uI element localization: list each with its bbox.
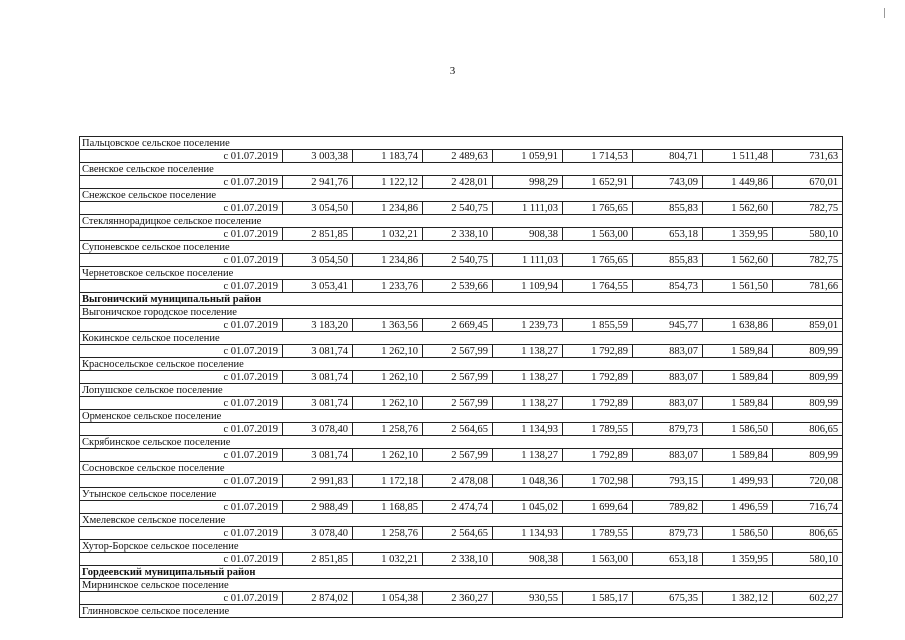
tariff-value: 2 941,76: [283, 176, 353, 189]
effective-date: с 01.07.2019: [80, 254, 283, 267]
tariff-value: 1 699,64: [563, 501, 633, 514]
tariff-value: 2 567,99: [423, 345, 493, 358]
settlement-name: Хмелевское сельское поселение: [80, 514, 843, 527]
page-number: 3: [449, 65, 456, 77]
settlement-name-row: [80, 306, 843, 319]
tariff-value: 1 585,17: [563, 592, 633, 605]
tariff-value: 1 638,86: [703, 319, 773, 332]
tariff-value: 1 111,03: [493, 254, 563, 267]
tariff-value: 3 081,74: [283, 397, 353, 410]
tariff-value: 1 032,21: [353, 553, 423, 566]
settlement-name: Орменское сельское поселение: [80, 410, 843, 423]
effective-date: с 01.07.2019: [80, 397, 283, 410]
tariff-value: 883,07: [633, 449, 703, 462]
tariff-value: 859,01: [773, 319, 843, 332]
tariff-value: 716,74: [773, 501, 843, 514]
tariff-value: 2 991,83: [283, 475, 353, 488]
tariff-value: 675,35: [633, 592, 703, 605]
tariff-value: 1 138,27: [493, 397, 563, 410]
tariff-value: 1 586,50: [703, 527, 773, 540]
tariff-value: 806,65: [773, 527, 843, 540]
tariff-value: 1 586,50: [703, 423, 773, 436]
tariff-value: 653,18: [633, 228, 703, 241]
tariff-value: 809,99: [773, 371, 843, 384]
effective-date: с 01.07.2019: [80, 553, 283, 566]
settlement-name: Кокинское сельское поселение: [80, 332, 843, 345]
tariff-value: 1 764,55: [563, 280, 633, 293]
tariff-value: 793,15: [633, 475, 703, 488]
settlement-name: Хутор-Борское сельское поселение: [80, 540, 843, 553]
tariff-value: 1 765,65: [563, 202, 633, 215]
tariff-value: 782,75: [773, 202, 843, 215]
tariff-value: 2 489,63: [423, 150, 493, 163]
table-row: [80, 397, 843, 410]
tariff-value: 1 234,86: [353, 202, 423, 215]
tariff-value: 1 563,00: [563, 228, 633, 241]
effective-date: с 01.07.2019: [80, 527, 283, 540]
tariff-value: 1 562,60: [703, 202, 773, 215]
table-row: [80, 176, 843, 189]
settlement-name: Выгоничское городское поселение: [80, 306, 843, 319]
settlement-name: Супоневское сельское поселение: [80, 241, 843, 254]
tariff-value: 1 172,18: [353, 475, 423, 488]
tariff-value: 2 564,65: [423, 527, 493, 540]
tariff-value: 1 233,76: [353, 280, 423, 293]
tariff-value: 743,09: [633, 176, 703, 189]
tariff-value: 1 792,89: [563, 397, 633, 410]
table-row: [80, 449, 843, 462]
district-row: [80, 566, 843, 579]
effective-date: с 01.07.2019: [80, 345, 283, 358]
tariff-value: 1 652,91: [563, 176, 633, 189]
settlement-name: Мирнинское сельское поселение: [80, 579, 843, 592]
tariff-value: 580,10: [773, 228, 843, 241]
district-name: Выгоничский муниципальный район: [80, 293, 843, 306]
settlement-name: Свенское сельское поселение: [80, 163, 843, 176]
tariff-value: 1 792,89: [563, 449, 633, 462]
settlement-name: Стекляннорадицкое сельское поселение: [80, 215, 843, 228]
tariff-value: 2 478,08: [423, 475, 493, 488]
effective-date: с 01.07.2019: [80, 449, 283, 462]
effective-date: с 01.07.2019: [80, 423, 283, 436]
table-row: [80, 280, 843, 293]
effective-date: с 01.07.2019: [80, 150, 283, 163]
tariff-value: 1 258,76: [353, 527, 423, 540]
tariff-value: 1 496,59: [703, 501, 773, 514]
tariff-value: 1 765,65: [563, 254, 633, 267]
tariff-value: 1 059,91: [493, 150, 563, 163]
table-row: [80, 202, 843, 215]
tariff-value: 2 851,85: [283, 228, 353, 241]
tariff-value: 1 234,86: [353, 254, 423, 267]
tariff-value: 1 048,36: [493, 475, 563, 488]
tariff-value: 1 855,59: [563, 319, 633, 332]
settlement-name-row: [80, 410, 843, 423]
tariff-value: 1 589,84: [703, 397, 773, 410]
table-row: [80, 475, 843, 488]
tariff-value: 2 567,99: [423, 371, 493, 384]
settlement-name-row: [80, 384, 843, 397]
tariff-value: 1 359,95: [703, 553, 773, 566]
tariff-value: 1 109,94: [493, 280, 563, 293]
settlement-name-row: [80, 605, 843, 618]
tariff-value: 2 540,75: [423, 202, 493, 215]
tariff-value: 809,99: [773, 397, 843, 410]
tariff-value: 1 138,27: [493, 449, 563, 462]
tariff-value: 883,07: [633, 371, 703, 384]
effective-date: с 01.07.2019: [80, 475, 283, 488]
tariff-value: 3 081,74: [283, 449, 353, 462]
tariff-value: 883,07: [633, 345, 703, 358]
settlement-name-row: [80, 189, 843, 202]
tariff-value: 789,82: [633, 501, 703, 514]
tariff-value: 1 262,10: [353, 397, 423, 410]
settlement-name-row: [80, 540, 843, 553]
table-row: [80, 371, 843, 384]
tariff-value: 1 589,84: [703, 345, 773, 358]
tariff-value: 720,08: [773, 475, 843, 488]
settlement-name: Глинновское сельское поселение: [80, 605, 843, 618]
tariff-value: 2 540,75: [423, 254, 493, 267]
tariff-value: 1 563,00: [563, 553, 633, 566]
tariff-table: [79, 136, 843, 618]
effective-date: с 01.07.2019: [80, 319, 283, 332]
effective-date: с 01.07.2019: [80, 280, 283, 293]
settlement-name: Скрябинское сельское поселение: [80, 436, 843, 449]
tariff-value: 908,38: [493, 228, 563, 241]
settlement-name-row: [80, 267, 843, 280]
table-row: [80, 319, 843, 332]
district-row: [80, 293, 843, 306]
tariff-value: 1 045,02: [493, 501, 563, 514]
tariff-value: 1 382,12: [703, 592, 773, 605]
tariff-value: 1 134,93: [493, 423, 563, 436]
tariff-value: 781,66: [773, 280, 843, 293]
tariff-value: 1 589,84: [703, 371, 773, 384]
settlement-name: Пальцовское сельское поселение: [80, 137, 843, 150]
tariff-value: 602,27: [773, 592, 843, 605]
tariff-value: 653,18: [633, 553, 703, 566]
settlement-name-row: [80, 436, 843, 449]
tariff-value: 930,55: [493, 592, 563, 605]
effective-date: с 01.07.2019: [80, 501, 283, 514]
tariff-value: 1 032,21: [353, 228, 423, 241]
scan-artifact: [884, 8, 885, 18]
settlement-name-row: [80, 358, 843, 371]
tariff-value: 3 078,40: [283, 527, 353, 540]
settlement-name-row: [80, 332, 843, 345]
effective-date: с 01.07.2019: [80, 228, 283, 241]
tariff-value: 998,29: [493, 176, 563, 189]
table-row: [80, 553, 843, 566]
table-row: [80, 527, 843, 540]
tariff-value: 945,77: [633, 319, 703, 332]
tariff-value: 2 474,74: [423, 501, 493, 514]
tariff-value: 1 262,10: [353, 345, 423, 358]
tariff-value: 806,65: [773, 423, 843, 436]
tariff-value: 1 789,55: [563, 423, 633, 436]
settlement-name-row: [80, 488, 843, 501]
table-row: [80, 150, 843, 163]
tariff-value: 3 053,41: [283, 280, 353, 293]
tariff-value: 1 359,95: [703, 228, 773, 241]
tariff-value: 1 499,93: [703, 475, 773, 488]
settlement-name-row: [80, 163, 843, 176]
tariff-value: 879,73: [633, 423, 703, 436]
table-row: [80, 254, 843, 267]
table-row: [80, 228, 843, 241]
effective-date: с 01.07.2019: [80, 371, 283, 384]
tariff-value: 1 258,76: [353, 423, 423, 436]
settlement-name: Снежское сельское поселение: [80, 189, 843, 202]
tariff-value: 3 081,74: [283, 345, 353, 358]
tariff-value: 1 789,55: [563, 527, 633, 540]
tariff-value: 1 714,53: [563, 150, 633, 163]
settlement-name: Утынское сельское поселение: [80, 488, 843, 501]
tariff-value: 1 239,73: [493, 319, 563, 332]
tariff-value: 2 567,99: [423, 397, 493, 410]
tariff-value: 1 792,89: [563, 371, 633, 384]
tariff-value: 2 360,27: [423, 592, 493, 605]
tariff-value: 855,83: [633, 202, 703, 215]
tariff-value: 883,07: [633, 397, 703, 410]
tariff-value: 782,75: [773, 254, 843, 267]
effective-date: с 01.07.2019: [80, 176, 283, 189]
settlement-name-row: [80, 215, 843, 228]
table-row: [80, 345, 843, 358]
tariff-value: 2 564,65: [423, 423, 493, 436]
settlement-name-row: [80, 241, 843, 254]
tariff-value: 2 669,45: [423, 319, 493, 332]
tariff-value: 1 262,10: [353, 371, 423, 384]
settlement-name: Сосновское сельское поселение: [80, 462, 843, 475]
tariff-value: 2 874,02: [283, 592, 353, 605]
tariff-value: 804,71: [633, 150, 703, 163]
settlement-name-row: [80, 137, 843, 150]
effective-date: с 01.07.2019: [80, 592, 283, 605]
tariff-value: 2 988,49: [283, 501, 353, 514]
district-name: Гордеевский муниципальный район: [80, 566, 843, 579]
tariff-value: 908,38: [493, 553, 563, 566]
tariff-value: 3 003,38: [283, 150, 353, 163]
tariff-value: 1 511,48: [703, 150, 773, 163]
tariff-value: 1 111,03: [493, 202, 563, 215]
tariff-value: 1 138,27: [493, 345, 563, 358]
tariff-value: 1 138,27: [493, 371, 563, 384]
table-row: [80, 423, 843, 436]
tariff-value: 2 428,01: [423, 176, 493, 189]
settlement-name-row: [80, 462, 843, 475]
tariff-value: 3 054,50: [283, 254, 353, 267]
tariff-value: 1 122,12: [353, 176, 423, 189]
tariff-value: 670,01: [773, 176, 843, 189]
tariff-value: 1 168,85: [353, 501, 423, 514]
settlement-name: Лопушское сельское поселение: [80, 384, 843, 397]
tariff-value: 2 539,66: [423, 280, 493, 293]
tariff-value: 3 054,50: [283, 202, 353, 215]
table-row: [80, 501, 843, 514]
tariff-value: 731,63: [773, 150, 843, 163]
tariff-value: 1 183,74: [353, 150, 423, 163]
tariff-value: 1 562,60: [703, 254, 773, 267]
tariff-value: 1 134,93: [493, 527, 563, 540]
tariff-value: 3 078,40: [283, 423, 353, 436]
tariff-value: 855,83: [633, 254, 703, 267]
tariff-value: 1 702,98: [563, 475, 633, 488]
tariff-value: 2 567,99: [423, 449, 493, 462]
tariff-value: 1 561,50: [703, 280, 773, 293]
tariff-value: 1 363,56: [353, 319, 423, 332]
tariff-value: 1 054,38: [353, 592, 423, 605]
settlement-name: Чернетовское сельское поселение: [80, 267, 843, 280]
tariff-value: 809,99: [773, 449, 843, 462]
tariff-value: 2 338,10: [423, 553, 493, 566]
tariff-value: 3 081,74: [283, 371, 353, 384]
tariff-value: 854,73: [633, 280, 703, 293]
settlement-name: Красносельское сельское поселение: [80, 358, 843, 371]
tariff-value: 1 792,89: [563, 345, 633, 358]
tariff-value: 2 851,85: [283, 553, 353, 566]
tariff-value: 3 183,20: [283, 319, 353, 332]
tariff-value: 580,10: [773, 553, 843, 566]
tariff-value: 809,99: [773, 345, 843, 358]
tariff-value: 1 262,10: [353, 449, 423, 462]
tariff-value: 1 449,86: [703, 176, 773, 189]
tariff-value: 1 589,84: [703, 449, 773, 462]
tariff-value: 879,73: [633, 527, 703, 540]
effective-date: с 01.07.2019: [80, 202, 283, 215]
table-row: [80, 592, 843, 605]
settlement-name-row: [80, 514, 843, 527]
settlement-name-row: [80, 579, 843, 592]
tariff-value: 2 338,10: [423, 228, 493, 241]
